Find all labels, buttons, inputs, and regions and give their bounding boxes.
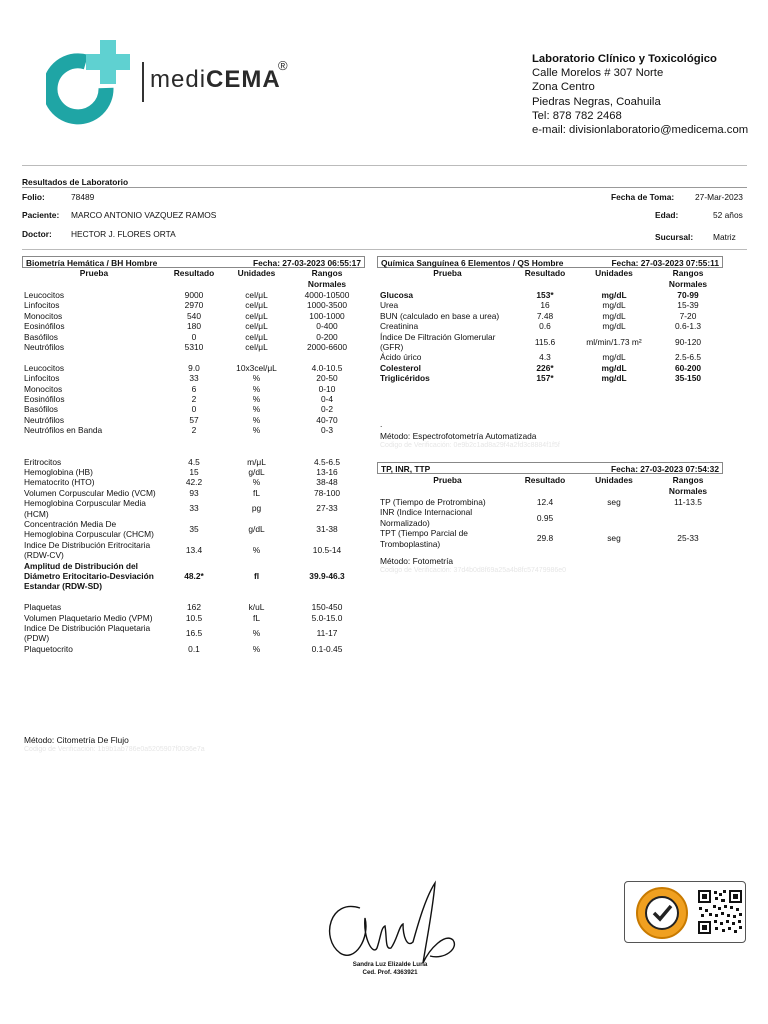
folio-label: Folio:: [22, 192, 45, 202]
test-name: INR (Indice Internacional Normalizado): [380, 507, 473, 528]
col-resultado: Resultado: [524, 268, 566, 278]
result-value: 10.5: [185, 612, 203, 623]
result-row: [24, 488, 365, 498]
unit-value: [575, 507, 653, 528]
signer-name: Sandra Luz Elizalde Luna: [352, 961, 428, 968]
qs-date: Fecha: 27-03-2023 07:55:11: [611, 258, 719, 268]
result-value: 162: [187, 602, 201, 613]
result-row: [380, 321, 723, 331]
result-row: [380, 528, 723, 549]
lab-name: Laboratorio Clínico y Toxicológico: [532, 53, 717, 65]
folio-value: 78489: [71, 192, 95, 202]
test-name: Eosinófilos: [24, 394, 65, 405]
signer-license: Ced. Prof. 4363921: [362, 968, 418, 976]
result-row: [380, 311, 723, 321]
patient-value: MARCO ANTONIO VAZQUEZ RAMOS: [71, 210, 217, 220]
spacer-cell: [24, 436, 365, 446]
unit-value: %: [252, 425, 261, 436]
unit-value: %: [252, 383, 261, 394]
range-value: 10.5-14: [312, 544, 342, 555]
range-value: 0-400: [316, 321, 338, 332]
result-value: 33: [189, 503, 199, 514]
test-name: Índice De Filtración Glomerular (GFR): [380, 331, 496, 353]
test-name: Colesterol: [380, 362, 421, 373]
result-value: 540: [187, 310, 201, 321]
lab-email: e-mail: divisionlaboratorio@medicema.com: [532, 124, 749, 137]
range-value: 0.1-0.45: [311, 643, 343, 654]
unit-value: %: [252, 643, 261, 654]
qs-method: Método: Espectrofotometría Automatizada: [380, 431, 537, 441]
result-row: [380, 373, 723, 383]
result-row: [24, 561, 365, 592]
result-row: [24, 602, 365, 612]
result-value: 93: [189, 487, 199, 498]
range-value: 5.0-15.0: [311, 612, 343, 623]
authenticity-certificate: [624, 881, 746, 943]
spacer-row: [24, 592, 365, 602]
test-name: Linfocitos: [24, 300, 60, 311]
tp-header-row: [380, 475, 723, 497]
range-value: 2000-6600: [306, 342, 348, 353]
unit-value: fl: [253, 570, 260, 581]
result-row: [24, 384, 365, 394]
result-row: [24, 332, 365, 342]
col-unidades: Unidades: [595, 268, 633, 278]
test-name: Leucocitos: [24, 290, 65, 300]
result-row: [24, 311, 365, 321]
test-name: Creatinina: [380, 321, 419, 332]
range-value: 78-100: [313, 487, 341, 498]
unit-value: pg: [251, 503, 262, 514]
age-value: 52 años: [713, 210, 743, 220]
col-prueba: Prueba: [433, 475, 462, 485]
test-name: Plaquetocrito: [24, 643, 73, 654]
result-value: 15: [189, 466, 199, 477]
range-value: 35-150: [674, 373, 702, 384]
unit-value: cel/μL: [245, 290, 268, 300]
unit-value: 10x3cel/μL: [236, 362, 277, 373]
result-row: [24, 321, 365, 331]
test-name: TPT (Tiempo Parcial de Tromboplastina): [380, 528, 468, 549]
spacer-row: [24, 446, 365, 456]
result-row: [24, 519, 365, 540]
range-value: 25-33: [677, 533, 699, 544]
test-name: Concentración Media De Hemoglobina Corpuscular (CHCM): [24, 518, 154, 540]
divider-info: [22, 249, 747, 250]
result-value: 48.2*: [184, 570, 204, 581]
result-row: [380, 300, 723, 310]
range-value: 150-450: [311, 602, 343, 613]
result-row: [24, 290, 365, 300]
bh-title: Biometría Hemática / BH Hombre: [26, 258, 158, 268]
result-row: [24, 300, 365, 310]
medicema-logo-icon: [46, 38, 138, 130]
test-name: Amplitud de Distribución del Diámetro Eritocitario-Desviación Estandar (RDW-SD): [24, 560, 154, 592]
test-name: Glucosa: [380, 290, 414, 300]
doctor-label: Doctor:: [22, 229, 52, 239]
test-name: Triglicéridos: [380, 373, 430, 384]
range-value: 0-200: [316, 331, 338, 342]
test-name: Indice De Distribución Plaquetaria (PDW): [24, 623, 151, 644]
unit-value: ml/min/1.73 m²: [586, 336, 642, 347]
result-value: 16: [540, 300, 550, 311]
result-value: 2: [191, 425, 197, 436]
result-row: [24, 342, 365, 352]
col-rangos: Rangos Normales: [307, 268, 347, 289]
unit-value: cel/μL: [245, 310, 268, 321]
bh-table: [24, 268, 365, 654]
range-value: 60-200: [674, 362, 702, 373]
bh-method: Método: Citometría De Flujo: [24, 735, 129, 745]
signature-caption: [340, 961, 440, 976]
tp-section-header: [377, 462, 723, 474]
test-name: Linfocitos: [24, 373, 60, 384]
result-row: [24, 467, 365, 477]
result-value: 16.5: [185, 628, 203, 639]
result-value: 157*: [536, 373, 554, 384]
result-value: 4.3: [539, 352, 551, 363]
range-value: 0-4: [320, 394, 334, 405]
range-value: 4.5-6.5: [313, 456, 341, 467]
result-value: 0: [191, 404, 197, 415]
test-name: Hemoglobina Corpuscular Media (HCM): [24, 498, 146, 519]
range-value: 27-33: [316, 503, 338, 514]
unit-value: %: [252, 628, 261, 639]
test-name: Eritrocitos: [24, 456, 62, 467]
result-row: [24, 540, 365, 561]
unit-value: mg/dL: [602, 321, 626, 332]
result-value: 226*: [536, 362, 554, 373]
result-value: 0: [191, 331, 197, 342]
result-value: 7.48: [536, 310, 554, 321]
range-value: 15-39: [677, 300, 699, 311]
qs-verification-code: Codigo de Verificación: 0e9b2c1ad8a29f4a2fd3c8884f1f5f: [380, 442, 560, 449]
brand-name: mediCEMA: [150, 66, 281, 93]
range-value: 38-48: [316, 477, 338, 488]
result-row: [24, 623, 365, 644]
result-value: 13.4: [185, 544, 203, 555]
range-value: 4000-10500: [304, 290, 350, 300]
branch-label: Sucursal:: [655, 232, 694, 242]
qr-code-icon[interactable]: [697, 889, 743, 935]
col-resultado: Resultado: [173, 268, 215, 278]
result-row: [24, 415, 365, 425]
range-value: 7-20: [679, 310, 697, 321]
tp-method: Método: Fotometría: [380, 556, 454, 566]
result-row: [24, 363, 365, 373]
unit-value: fL: [253, 612, 260, 623]
result-value: 0.95: [536, 512, 554, 523]
result-row: [380, 497, 723, 507]
unit-value: %: [252, 477, 261, 488]
age-label: Edad:: [655, 210, 679, 220]
result-row: [24, 457, 365, 467]
result-row: [380, 352, 723, 362]
result-row: [24, 373, 365, 383]
lab-city: Piedras Negras, Coahuila: [532, 95, 661, 108]
patient-label: Paciente:: [22, 210, 60, 220]
divider-title: [22, 187, 747, 188]
result-row: [24, 498, 365, 519]
test-name: Neutrófilos: [24, 342, 65, 353]
result-row: [380, 507, 723, 528]
sample-date-label: Fecha de Toma:: [611, 192, 675, 202]
certificate-seal-icon: [635, 886, 689, 940]
result-value: 153*: [536, 290, 554, 300]
result-value: 33: [189, 373, 199, 384]
unit-value: %: [252, 404, 261, 415]
tp-title: TP, INR, TTP: [381, 464, 431, 474]
unit-value: cel/μL: [245, 300, 268, 311]
result-row: [380, 363, 723, 373]
range-value: 0-10: [318, 383, 336, 394]
lab-address: [532, 52, 748, 137]
test-name: Plaquetas: [24, 602, 62, 613]
result-value: 42.2: [185, 477, 203, 488]
unit-value: mg/dL: [602, 310, 626, 321]
sample-date-value: 27-Mar-2023: [695, 192, 743, 202]
spacer-row: [24, 352, 365, 362]
result-value: 0.1: [188, 643, 200, 654]
bh-date: Fecha: 27-03-2023 06:55:17: [252, 258, 361, 268]
signature-icon: [315, 878, 465, 968]
test-name: Hemoglobina (HB): [24, 466, 93, 477]
range-value: 90-120: [674, 336, 702, 347]
range-value: 100-1000: [309, 310, 345, 321]
result-value: 57: [189, 414, 199, 425]
range-value: 0-2: [320, 404, 334, 415]
branch-value: Matriz: [713, 232, 736, 242]
range-value: 4.0-10.5: [311, 362, 343, 373]
test-name: BUN (calculado en base a urea): [380, 310, 500, 321]
qs-table: [380, 268, 723, 384]
unit-value: g/dL: [248, 524, 265, 535]
unit-value: mg/dL: [601, 373, 627, 384]
unit-value: mg/dL: [601, 362, 627, 373]
test-name: Volumen Corpuscular Medio (VCM): [24, 487, 156, 498]
range-value: 31-38: [316, 524, 338, 535]
range-value: 11-17: [316, 628, 338, 639]
qs-dot: .: [380, 419, 383, 429]
result-value: 180: [187, 321, 201, 332]
spacer-cell: [24, 592, 365, 602]
range-value: 13-16: [316, 466, 338, 477]
tp-table: [380, 475, 723, 549]
range-value: 39.9-46.3: [309, 570, 345, 581]
bh-header-row: [24, 268, 365, 290]
unit-value: g/dL: [248, 466, 265, 477]
range-value: 20-50: [316, 373, 338, 384]
result-row: [24, 404, 365, 414]
result-value: 5310: [184, 342, 204, 353]
range-value: 11-13.5: [674, 497, 702, 507]
unit-value: cel/μL: [245, 321, 268, 332]
unit-value: mg/dL: [601, 290, 627, 300]
test-name: TP (Tiempo de Protrombina): [380, 497, 486, 507]
unit-value: k/uL: [248, 602, 265, 613]
qs-title: Química Sanguínea 6 Elementos / QS Hombre: [381, 258, 564, 268]
doctor-value: HECTOR J. FLORES ORTA: [71, 229, 176, 239]
col-prueba: Prueba: [433, 268, 462, 278]
range-value: 1000-3500: [306, 300, 348, 311]
unit-value: %: [252, 373, 261, 384]
result-row: [24, 394, 365, 404]
spacer-row: [24, 436, 365, 446]
result-value: 9.0: [188, 362, 200, 373]
test-name: Volumen Plaquetario Medio (VPM): [24, 612, 153, 623]
test-name: Basófilos: [24, 404, 58, 415]
result-value: 0.6: [539, 321, 551, 332]
test-name: Ácido úrico: [380, 352, 422, 363]
result-row: [24, 477, 365, 487]
test-name: Monocitos: [24, 383, 63, 394]
unit-value: cel/μL: [245, 342, 268, 353]
unit-value: seg: [607, 533, 621, 544]
unit-value: %: [252, 414, 261, 425]
result-row: [24, 613, 365, 623]
test-name: Neutrófilos: [24, 414, 65, 425]
range-value: 2.5-6.5: [674, 352, 702, 363]
logo-divider: [142, 62, 144, 102]
unit-value: %: [252, 394, 261, 405]
tp-verification-code: Codigo de Verificación: 37d4b0d8f69a25a4b8fc57479986e0: [380, 567, 567, 574]
qs-section-header: [377, 256, 723, 268]
range-value: [653, 507, 723, 528]
range-value: 70-99: [677, 290, 699, 300]
result-row: [24, 644, 365, 654]
col-unidades: Unidades: [237, 268, 276, 278]
result-row: [380, 332, 723, 353]
test-name: Urea: [380, 300, 399, 311]
bh-verification-code: Codigo de Verificación: 1b9b1ab786e0a5205907f0036e7a: [24, 746, 205, 753]
unit-value: %: [252, 544, 261, 555]
unit-value: mg/dL: [602, 300, 626, 311]
test-name: Leucocitos: [24, 362, 65, 373]
col-resultado: Resultado: [524, 475, 566, 485]
range-value: 0-3: [320, 425, 334, 436]
test-name: Neutrófilos en Banda: [24, 425, 103, 436]
result-value: 9000: [184, 290, 204, 300]
result-value: 6: [191, 383, 197, 394]
lab-street: Calle Morelos # 307 Norte: [532, 67, 664, 80]
result-value: 115.6: [534, 336, 556, 347]
qs-header-row: [380, 268, 723, 290]
report-title: Resultados de Laboratorio: [22, 177, 129, 187]
range-value: 0.6-1.3: [674, 321, 702, 332]
result-row: [24, 425, 365, 435]
unit-value: mg/dL: [602, 352, 626, 363]
range-value: 40-70: [316, 414, 338, 425]
unit-value: cel/μL: [245, 331, 268, 342]
col-rangos: Rangos Normales: [668, 268, 708, 289]
test-name: Eosinófilos: [24, 321, 65, 332]
unit-value: seg: [607, 497, 621, 507]
result-value: 12.4: [536, 497, 554, 507]
result-value: 35: [189, 524, 199, 535]
result-value: 2970: [184, 300, 204, 311]
test-name: Hematocrito (HTO): [24, 477, 95, 488]
test-name: Indice De Distribución Eritrocitaria (RDW-CV): [24, 539, 151, 561]
col-prueba: Prueba: [79, 268, 109, 278]
test-name: Monocitos: [24, 310, 63, 321]
test-name: Basófilos: [24, 331, 58, 342]
lab-zone: Zona Centro: [532, 81, 595, 94]
spacer-cell: [24, 446, 365, 456]
result-value: 4.5: [188, 456, 200, 467]
unit-value: m/μL: [247, 456, 266, 467]
lab-phone: Tel: 878 782 2468: [532, 109, 622, 122]
divider-top: [22, 165, 747, 166]
result-row: [380, 290, 723, 300]
spacer-cell: [24, 352, 365, 362]
col-unidades: Unidades: [595, 475, 633, 485]
result-value: 29.8: [536, 533, 554, 544]
bh-section-header: [22, 256, 365, 268]
unit-value: fL: [253, 487, 260, 498]
registered-mark: ®: [278, 58, 288, 73]
result-value: 2: [191, 394, 197, 405]
col-rangos: Rangos Normales: [668, 475, 708, 496]
tp-date: Fecha: 27-03-2023 07:54:32: [610, 464, 719, 474]
